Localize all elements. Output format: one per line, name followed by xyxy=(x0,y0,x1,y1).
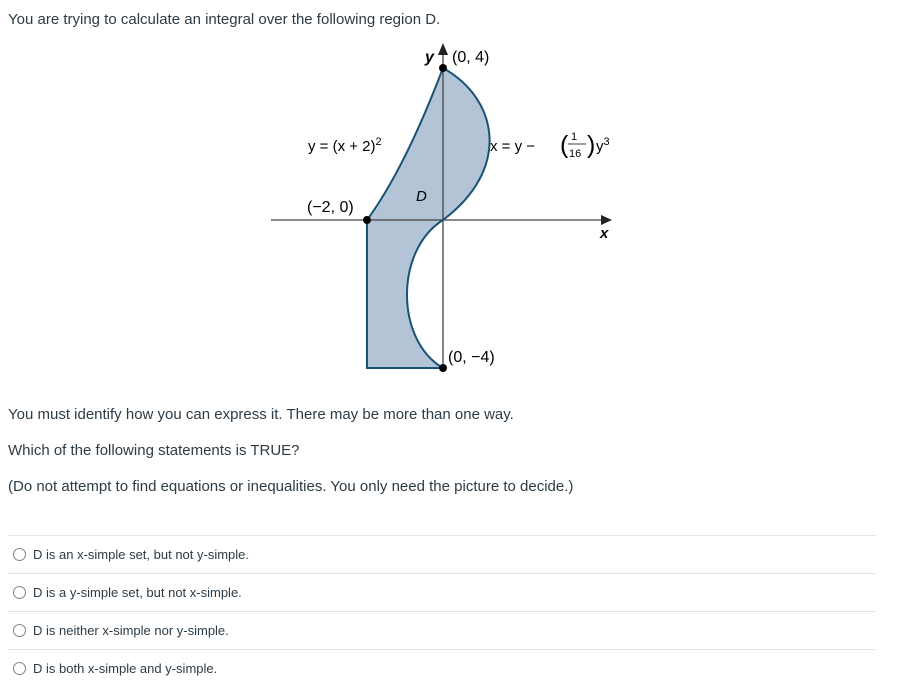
radio-button-icon[interactable] xyxy=(13,548,26,561)
x-axis-label: x xyxy=(600,225,609,242)
x-axis-arrow-icon xyxy=(601,215,612,225)
curve-left-equation xyxy=(308,136,382,155)
answer-option-4[interactable] xyxy=(8,649,876,687)
point-top-label: (0, 4) xyxy=(452,49,490,66)
point-left-label: (−2, 0) xyxy=(307,199,354,216)
region-label: D xyxy=(416,188,427,205)
point-left-marker xyxy=(363,216,371,224)
curve-left-lhs: y = (x + 2) xyxy=(308,138,376,155)
radio-button-icon[interactable] xyxy=(13,624,26,637)
curve-right-denominator: 16 xyxy=(569,148,582,160)
curve-right-var: y xyxy=(596,138,604,155)
radio-button-icon[interactable] xyxy=(13,586,26,599)
answer-list xyxy=(8,535,876,687)
point-top-marker xyxy=(439,64,447,72)
answer-label: D is neither x-simple nor y-simple. xyxy=(33,623,229,638)
question-note: (Do not attempt to find equations or inequalities. You only need the picture to decide.) xyxy=(8,478,574,495)
answer-label: D is both x-simple and y-simple. xyxy=(33,661,218,676)
curve-right-exponent: 3 xyxy=(603,136,610,148)
question-prompt: Which of the following statements is TRUE? xyxy=(8,442,300,459)
point-bottom-label: (0, −4) xyxy=(448,349,495,366)
answer-option-1[interactable] xyxy=(8,535,876,573)
curve-right-numerator: 1 xyxy=(571,131,578,143)
curve-right-paren-open: ( xyxy=(560,131,569,159)
answer-option-2[interactable] xyxy=(8,573,876,611)
question-intro: You are trying to calculate an integral over the following region D. xyxy=(8,11,441,28)
curve-left-exponent: 2 xyxy=(375,136,382,148)
point-bottom-marker xyxy=(439,364,447,372)
answer-label: D is a y-simple set, but not x-simple. xyxy=(33,585,242,600)
region-d xyxy=(367,68,490,368)
y-axis-label: y xyxy=(425,49,434,66)
answer-option-3[interactable] xyxy=(8,611,876,649)
curve-right-lhs: x = y − xyxy=(490,138,536,155)
curve-right-term xyxy=(596,136,610,155)
curve-right-paren-close: ) xyxy=(587,131,596,159)
y-axis-arrow-icon xyxy=(438,43,448,55)
radio-button-icon[interactable] xyxy=(13,662,26,675)
question-identify: You must identify how you can express it. There may be more than one way. xyxy=(8,406,514,423)
answer-label: D is an x-simple set, but not y-simple. xyxy=(33,547,250,562)
